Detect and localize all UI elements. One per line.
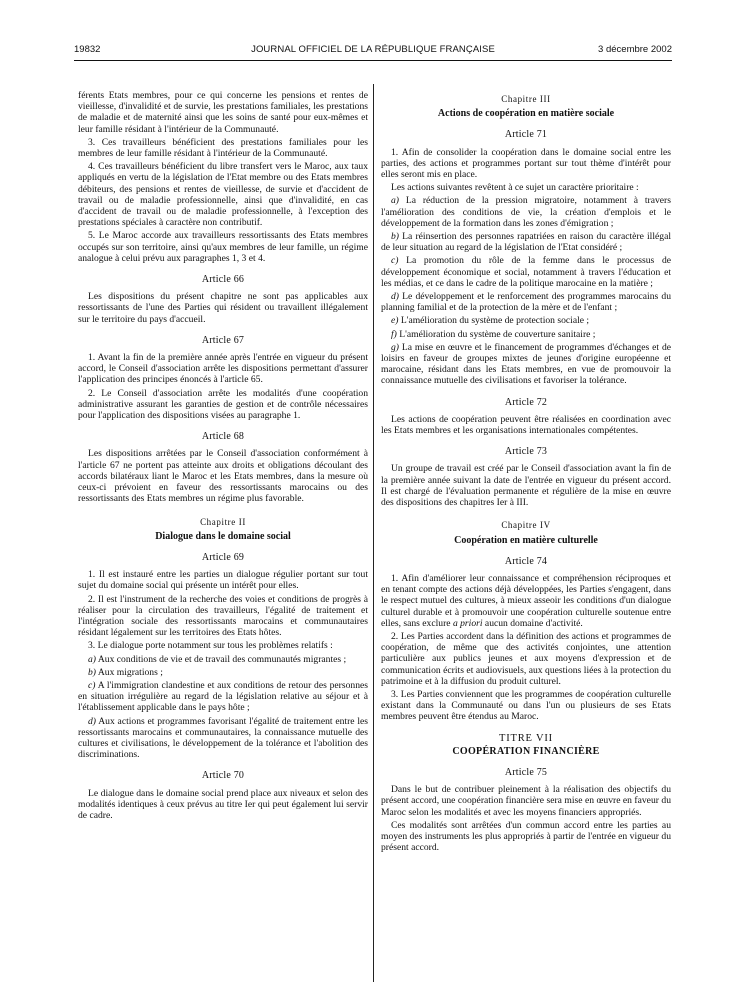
page-header — [74, 44, 672, 58]
item-letter: f) — [391, 328, 397, 340]
item-text: Aux migrations ; — [96, 666, 163, 678]
item-text: La promotion du rôle de la femme dans le processus de développement économique et social, notamment à travers l'éducation et les médias, et ce dans le cadre de la politique marocaine en la matière ; — [381, 255, 671, 289]
title-7-heading: COOPÉRATION FINANCIÈRE — [452, 745, 600, 757]
article-72-heading: Article 72 — [504, 396, 548, 408]
page-number: 19832 — [74, 44, 101, 55]
article-69-item-d — [78, 716, 368, 761]
article-71-item-g — [381, 342, 671, 387]
item-letter: b) — [391, 231, 399, 243]
article-67-heading: Article 67 — [201, 334, 245, 346]
item-letter: c) — [88, 679, 96, 691]
chapter-4-title: Coopération en matière culturelle — [454, 534, 598, 546]
right-column — [381, 90, 671, 855]
chapter-2-title: Dialogue dans le domaine social — [155, 530, 291, 542]
item-text: L'amélioration du système de protection sociale ; — [398, 315, 590, 327]
article-73-heading: Article 73 — [504, 446, 548, 458]
paragraph-4: 4. Ces travailleurs bénéficient du libre transfert vers le Maroc, aux taux appliqués en vertu de la législation de l'Etat membre ou des Etats membres débiteurs, des pensions et rentes de vieillesse, de survie et d'accident de travail ou de maladie professionnelle, ainsi que d'invalidité, en cas d'accident de travail ou de maladie professionnelle, à l'exception des prestations spéciales à caractère non contributif. — [78, 161, 368, 229]
italic-text: a priori — [452, 617, 483, 629]
article-67-paragraph-1: 1. Avant la fin de la première année après l'entrée en vigueur du présent accord, le Conseil d'association arrête les dispositions permettant d'assurer l'application des principes énoncés à l'article 65. — [78, 352, 368, 386]
chapter-4-label: Chapitre IV — [501, 520, 551, 531]
article-66-text: Les dispositions du présent chapitre ne sont pas applicables aux ressortissants de l'une des Parties qui résident ou travaillent illégalement sur le territoire du pays d'accueil. — [78, 291, 368, 325]
text-run: aucun domaine d'activité. — [482, 617, 583, 629]
item-text: Aux conditions de vie et de travail des communautés migrantes ; — [96, 653, 347, 665]
item-letter: a) — [391, 195, 399, 207]
item-text: L'amélioration du système de couverture sanitaire ; — [396, 328, 596, 340]
paragraph-3: 3. Ces travailleurs bénéficient des prestations familiales pour les membres de leur famille résidant à l'intérieur de la Communauté. — [78, 136, 368, 160]
header-rule — [74, 60, 672, 61]
article-70-heading: Article 70 — [201, 770, 245, 782]
item-text: La réduction de la pression migratoire, notamment à travers l'amélioration des conditions de vie, la création d'emplois et le développement de la formation dans les zones d'émigration ; — [381, 195, 671, 229]
item-text: La mise en œuvre et le financement de programmes d'échanges et de loisirs en faveur de groupes mixtes de jeunes d'origine européenne et marocaine, résidant dans les Etats membres, en vue de promouvoir la connaissance mutuelle des civilisations et favoriser la tolérance. — [381, 341, 671, 387]
chapter-3-title: Actions de coopération en matière sociale — [437, 108, 615, 120]
chapter-3-label: Chapitre III — [501, 94, 551, 104]
article-71-heading: Article 71 — [504, 129, 548, 141]
article-68-heading: Article 68 — [201, 431, 245, 443]
article-71-paragraph-2: Les actions suivantes revêtent à ce sujet un caractère prioritaire : — [391, 182, 639, 194]
title-7-label: TITRE VII — [499, 732, 553, 744]
article-71-item-a — [381, 195, 671, 229]
item-letter: e) — [391, 315, 399, 327]
article-70-text: Le dialogue dans le domaine social prend place aux niveaux et selon des modalités identiques à ceux prévus au titre Ier qui peut également lui servir de cadre. — [78, 787, 368, 821]
article-71-paragraph-1: 1. Afin de consolider la coopération dans le domaine social entre les parties, des actions et programmes portant sur tout thème d'intérêt pour elles seront mis en place. — [381, 146, 671, 181]
item-letter: c) — [391, 255, 399, 267]
article-69-paragraph-3: 3. Le dialogue porte notamment sur tous les problèmes relatifs : — [88, 640, 333, 652]
item-letter: b) — [88, 666, 96, 678]
article-71-item-d — [381, 291, 671, 313]
item-letter: g) — [391, 341, 399, 353]
item-letter: d) — [391, 291, 399, 303]
paragraph-5: 5. Le Maroc accorde aux travailleurs ressortissants des Etats membres occupés sur son territoire, ainsi qu'aux membres de leur famille, un régime analogue à celui prévu aux paragraphes 1, 3 et 4. — [78, 230, 368, 264]
article-68-text: Les dispositions arrêtées par le Conseil d'association conformément à l'article 67 ne portent pas atteinte aux droits et obligations découlant des accords bilatéraux liant le Maroc et les Etats membres, dans la mesure où ceux-ci prévoient en faveur des ressortissants marocains ou des ressortissants des Etats membres un régime plus favorable. — [78, 448, 368, 505]
article-74-paragraph-2: 2. Les Parties accordent dans la définition des actions et programmes de coopération, de même que des activités conjointes, une attention particulière aux publics jeunes et aux moyens d'expression et de communication écrits et audiovisuels, aux questions liées à la protection du patrimoine et à la diffusion du produit culturel. — [381, 630, 671, 687]
article-71-item-e — [381, 315, 671, 326]
item-text: A l'immigration clandestine et aux conditions de retour des personnes en situation irrégulière au regard de la législation relative au séjour et à l'établissement applicable dans le pays hôte ; — [78, 679, 368, 714]
article-71-item-c — [381, 255, 671, 289]
article-69-paragraph-1: 1. Il est instauré entre les parties un dialogue régulier portant sur tout sujet du domaine social qui présente un intérêt pour elles. — [78, 569, 368, 592]
article-69-item-b — [78, 667, 368, 678]
chapter-2-label: Chapitre II — [200, 516, 246, 527]
left-column — [78, 90, 368, 823]
article-71-item-f — [381, 329, 671, 340]
article-75-paragraph-1: Dans le but de contribuer pleinement à la réalisation des objectifs du présent accord, une coopération financière sera mise en œuvre en faveur du Maroc selon les modalités et avec les moyens financiers appropriés. — [381, 784, 671, 818]
article-69-paragraph-2: 2. Il est l'instrument de la recherche des voies et conditions de progrès à réaliser pour la circulation des travailleurs, l'égalité de traitement et l'intégration sociale des ressortissants marocains et communautaires résidant légalement sur les territoires des Etats hôtes. — [78, 593, 368, 639]
article-69-heading: Article 69 — [201, 551, 245, 563]
article-69-item-a — [78, 654, 368, 665]
column-divider — [373, 84, 374, 982]
item-text: La réinsertion des personnes rapatriées en raison du caractère illégal de leur situation au regard de la législation de l'Etat considéré ; — [381, 231, 671, 254]
article-69-item-c — [78, 680, 368, 714]
article-74-paragraph-1 — [381, 573, 671, 629]
journal-title: JOURNAL OFFICIEL DE LA RÉPUBLIQUE FRANÇAISE — [251, 44, 495, 55]
article-71-item-b — [381, 231, 671, 253]
article-74-heading: Article 74 — [504, 555, 548, 567]
article-72-text: Les actions de coopération peuvent être réalisées en coordination avec les Etats membres et les organisations internationales compétentes. — [381, 413, 671, 437]
article-67-paragraph-2: 2. Le Conseil d'association arrête les modalités d'une coopération administrative assurant les garanties de gestion et de contrôle nécessaires pour l'application des dispositions visées au paragraphe 1. — [78, 387, 368, 422]
text-run: 1. Afin d'améliorer leur connaissance et compréhension réciproques et en tenant compte des actions déjà développées, les Parties s'engagent, dans le respect mutuel des cultures, à mieux asseoir les conditions d'un dialogue culturel durable et à promouvoir une coopération culturelle soutenue entre elles, sans exclure — [381, 572, 671, 629]
article-74-paragraph-3: 3. Les Parties conviennent que les programmes de coopération culturelle existant dans la Communauté ou dans l'un ou plusieurs de ses Etats membres peuvent être étendus au Maroc. — [381, 688, 671, 723]
item-letter: a) — [88, 653, 96, 665]
item-text: Aux actions et programmes favorisant l'égalité de traitement entre les ressortissants marocains et communautaires, la connaissance mutuelle des cultures et civilisations, le développement de la tolérance et l'abolition des discriminations. — [78, 715, 368, 761]
article-75-heading: Article 75 — [504, 766, 548, 778]
item-letter: d) — [88, 715, 96, 727]
paragraph-continued: férents Etats membres, pour ce qui concerne les pensions et rentes de vieillesse, d'invalidité et de survie, les prestations familiales, les prestations de maladie et de maternité ainsi que les soins de santé pour eux-mêmes et leur famille résidant à l'intérieur de la Communauté. — [78, 90, 368, 135]
publication-date: 3 décembre 2002 — [598, 44, 672, 55]
article-73-text: Un groupe de travail est créé par le Conseil d'association avant la fin de la première année suivant la date de l'entrée en vigueur du présent accord. Il est chargé de l'évaluation permanente et régulière de la mise en œuvre des dispositions des chapitres Ier à III. — [381, 463, 671, 509]
article-66-heading: Article 66 — [201, 274, 245, 286]
article-75-paragraph-2: Ces modalités sont arrêtées d'un commun accord entre les parties au moyen des instruments les plus appropriés à partir de l'entrée en vigueur du présent accord. — [381, 819, 671, 854]
item-text: Le développement et le renforcement des programmes marocains du planning familial et de la protection de la mère et de l'enfant ; — [381, 291, 671, 314]
